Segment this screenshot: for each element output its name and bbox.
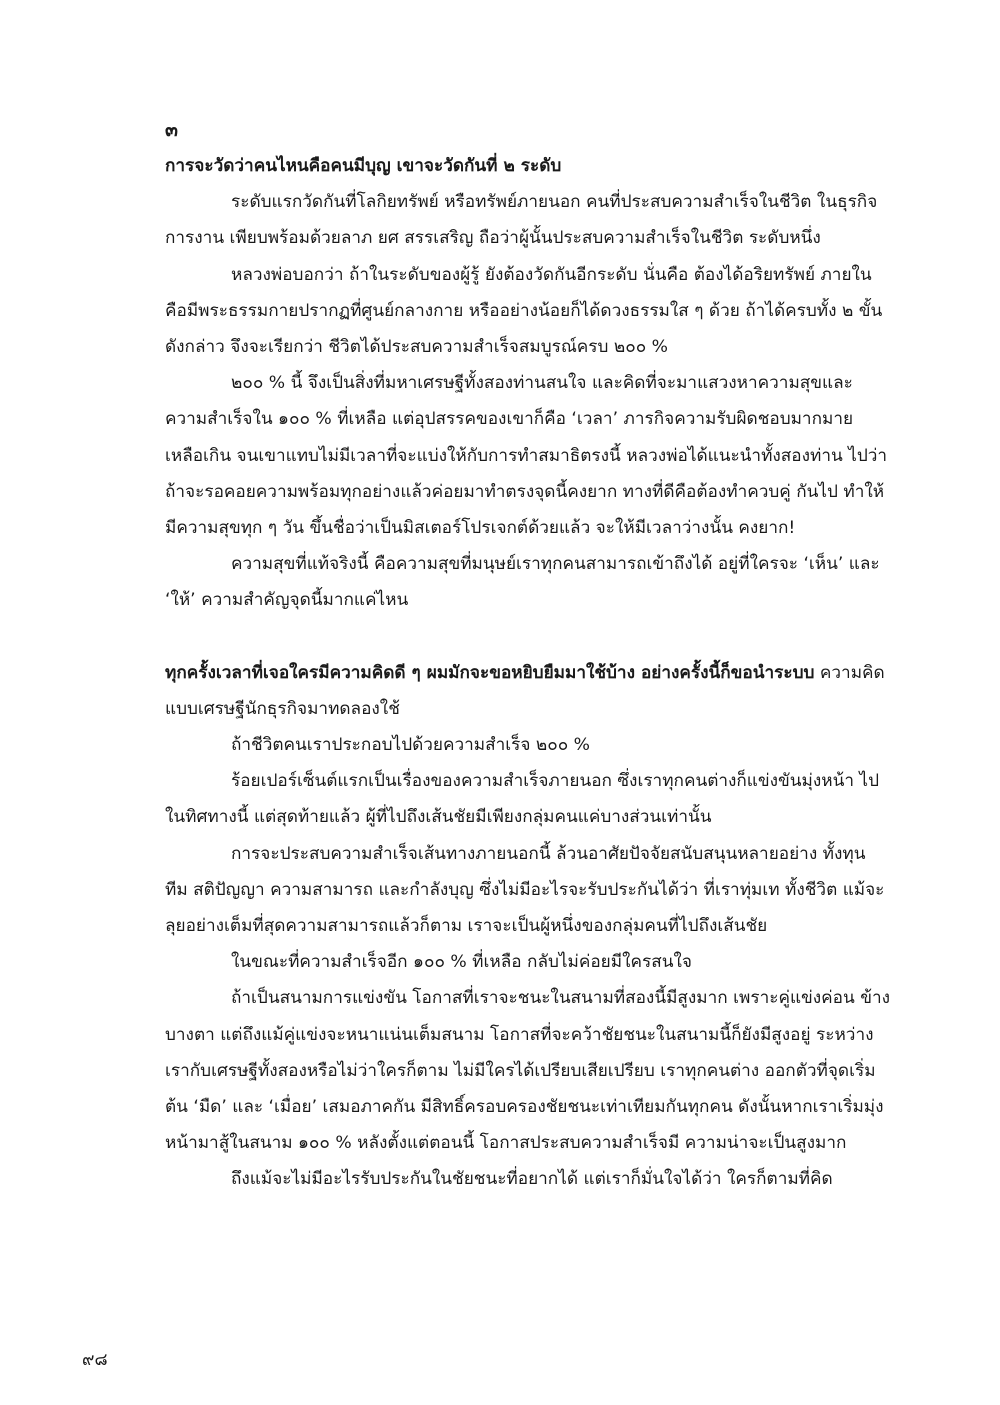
- heading-borrowed-idea: [165, 655, 893, 727]
- paragraph-competition-field: ถ้าเป็นสนามการแข่งขัน โอกาสที่เราจะชนะในสนามที่สองนี้มีสูงมาก เพราะคู่แข่งค่อน ข้างบางตา แต่ถึงแม้คู่แข่งจะหนาแน่นเต็มสนาม โอกาสที่จะคว้าชัยชนะในสนามนี้ก็ยังมีสูงอยู่ ระหว่างเรากับเศรษฐีทั้งสองหรือไม่ว่าใครก็ตาม ไม่มีใครได้เปรียบเสียเปรียบ เราทุกคนต่าง ออกตัวที่จุดเริ่มต้น ‘มืด’ และ ‘เมื่อย’ เสมอภาคกัน มีสิทธิ์ครอบครองชัยชนะเท่าเทียมกันทุกคน ดังนั้นหากเราเริ่มมุ่งหน้ามาสู้ในสนาม ๑๐๐ % หลังตั้งแต่ตอนนี้ โอกาสประสบความสำเร็จมี ความน่าจะเป็นสูงมาก: [165, 988, 890, 1154]
- paragraph-two-hundred-percent: ๒๐๐ % นี้ จึงเป็นสิ่งที่มหาเศรษฐีทั้งสองท่านสนใจ และคิดที่จะมาแสวงหาความสุขและ ความสำเร็จใน ๑๐๐ % ที่เหลือ แต่อุปสรรคของเขาก็คือ ‘เวลา’ ภารกิจความรับผิดชอบมากมาย เหลือเกิน จนเขาแทบไม่มีเวลาที่จะแบ่งให้กับการทำสมาธิตรงนี้ หลวงพ่อได้แนะนำทั้งสองท่าน ไปว่า ถ้าจะรอคอยความพร้อมทุกอย่างแล้วค่อยมาทำตรงจุดนี้คงยาก ทางที่ดีคือต้องทำควบคู่ กันไป ทำให้มีความสุขทุก ๆ วัน ขึ้นชื่อว่าเป็นมิสเตอร์โปรเจกต์ด้วยแล้ว จะให้มีเวลาว่างนั้น คงยาก!: [165, 373, 888, 539]
- heading-two-levels: การจะวัดว่าคนไหนคือคนมีบุญ เขาจะวัดกันที่ ๒ ระดับ: [165, 156, 562, 176]
- page-number: ๙๘: [82, 1350, 108, 1370]
- section-number: ๓: [165, 119, 178, 141]
- section-gap: [165, 619, 893, 655]
- paragraph-external-path: การจะประสบความสำเร็จเส้นทางภายนอกนี้ ล้วนอาศัยปัจจัยสนับสนุนหลายอย่าง ทั้งทุน ทีม สติปัญญา ความสามารถ และกำลังบุญ ซึ่งไม่มีอะไรจะรับประกันได้ว่า ที่เราทุ่มเท ทั้งชีวิต แม้จะลุยอย่างเต็มที่สุดความสามารถแล้วก็ตาม เราจะเป็นผู้หนึ่งของกลุ่มคนที่ไปถึงเส้นชัย: [165, 843, 885, 937]
- paragraph-first-hundred: ร้อยเปอร์เซ็นต์แรกเป็นเรื่องของความสำเร็จภายนอก ซึ่งเราทุกคนต่างก็แข่งขันมุ่งหน้า ไปในทิศทางนี้ แต่สุดท้ายแล้ว ผู้ที่ไปถึงเส้นชัยมีเพียงกลุ่มคนแค่บางส่วนเท่านั้น: [165, 771, 879, 828]
- page-content: [165, 112, 893, 1198]
- paragraph-first-level: ระดับแรกวัดกันที่โลกิยทรัพย์ หรือทรัพย์ภายนอก คนที่ประสบความสำเร็จในชีวิต ในธุรกิจการงาน เพียบพร้อมด้วยลาภ ยศ สรรเสริญ ถือว่าผู้นั้นประสบความสำเร็จในชีวิต ระดับหนึ่ง: [165, 192, 878, 249]
- paragraph-true-happiness: ความสุขที่แท้จริงนี้ คือความสุขที่มนุษย์เราทุกคนสามารถเข้าถึงได้ อยู่ที่ใครจะ ‘เห็น’ และ ‘ให้’ ความสำคัญจุดนี้มากแค่ไหน: [165, 554, 880, 611]
- paragraph-second-level: หลวงพ่อบอกว่า ถ้าในระดับของผู้รู้ ยังต้องวัดกันอีกระดับ นั่นคือ ต้องได้อริยทรัพย์ ภายใน คือมีพระธรรมกายปรากฏที่ศูนย์กลางกาย หรืออย่างน้อยก็ได้ดวงธรรมใส ๆ ด้วย ถ้าได้ครบทั้ง ๒ ขั้น ดังกล่าว จึงจะเรียกว่า ชีวิตได้ประสบความสำเร็จสมบูรณ์ครบ ๒๐๐ %: [165, 264, 883, 358]
- heading-borrowed-idea-rest: ความคิดแบบเศรษฐีนักธุรกิจมาทดลองใช้: [165, 662, 885, 719]
- heading-borrowed-idea-bold: ทุกครั้งเวลาที่เจอใครมีความคิดดี ๆ ผมมักจะขอหยิบยืมมาใช้บ้าง อย่างครั้งนี้ก็ขอนำระบบ: [165, 662, 815, 683]
- paragraph-no-guarantee: ถึงแม้จะไม่มีอะไรรับประกันในชัยชนะที่อยากได้ แต่เราก็มั่นใจได้ว่า ใครก็ตามที่คิด: [231, 1169, 833, 1190]
- paragraph-two-hundred-intro: ถ้าชีวิตคนเราประกอบไปด้วยความสำเร็จ ๒๐๐ %: [231, 735, 591, 756]
- paragraph-remaining-hundred: ในขณะที่ความสำเร็จอีก ๑๐๐ % ที่เหลือ กลับไม่ค่อยมีใครสนใจ: [231, 952, 692, 973]
